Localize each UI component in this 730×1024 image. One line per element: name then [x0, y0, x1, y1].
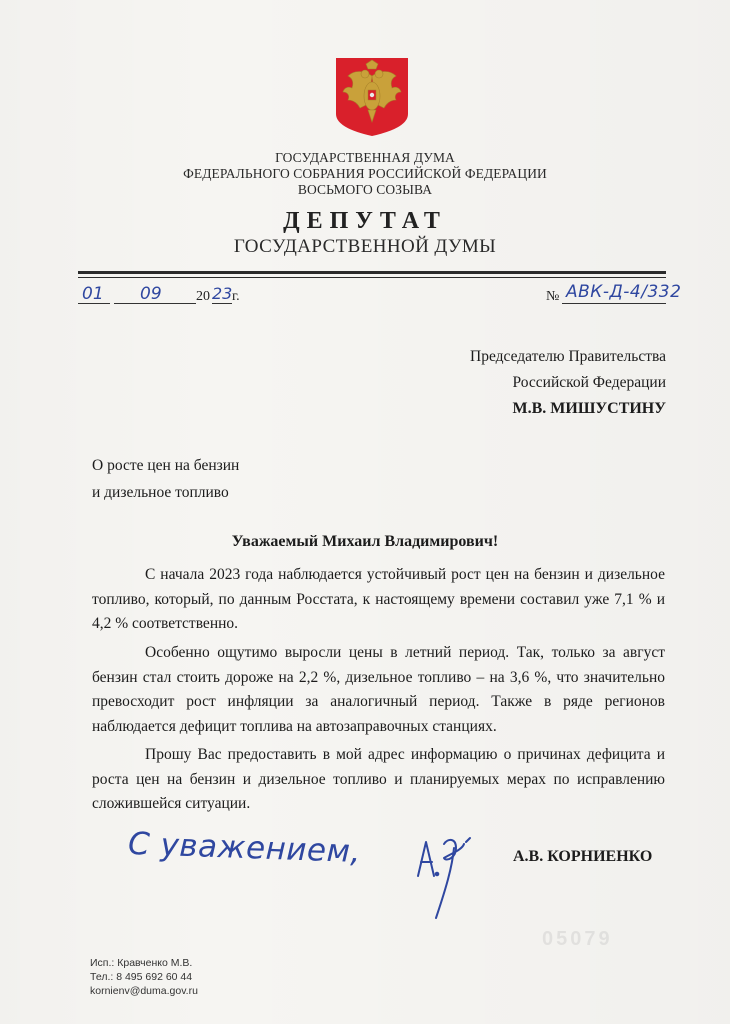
letterhead-subtitle: ГОСУДАРСТВЕННОЙ ДУМЫ	[233, 236, 497, 257]
header-divider-thick	[78, 271, 666, 274]
date-month-line	[114, 303, 196, 304]
doc-number-prefix: №	[546, 289, 560, 304]
addressee-line-2: Российской Федерации	[512, 374, 666, 391]
body-paragraph: Прошу Вас предоставить в мой адрес информацию о причинах дефицита и роста цен на бензин и дизельное топливо и планируемых мерах по исправлению сложившейся ситуации.	[92, 746, 665, 812]
org-line-1: ГОСУДАРСТВЕННАЯ ДУМА	[275, 150, 455, 165]
date-day: 01	[82, 284, 104, 304]
handwritten-signature-icon	[404, 818, 494, 928]
addressee-line-1: Председателю Правительства	[470, 348, 666, 365]
addressee	[470, 344, 666, 422]
org-line-2: ФЕДЕРАЛЬНОГО СОБРАНИЯ РОССИЙСКОЙ ФЕДЕРАЦИИ	[183, 166, 547, 181]
doc-number: АВК-Д-4/332	[566, 282, 682, 302]
subject	[92, 452, 239, 506]
org-line-3: ВОСЬМОГО СОЗЫВА	[297, 182, 433, 197]
body-paragraph: Особенно ощутимо выросли цены в летний период. Так, только за август бензин стал стоить дороже на 2,2 %, дизельное топливо – на 3,6 %, что значительно превосходит рост инфляции за аналогичный период. Также в ряде регионов наблюдается дефицит топлива на автозаправочных станциях.	[92, 644, 665, 735]
date-day-line	[78, 303, 110, 304]
footer-contacts	[90, 956, 198, 998]
date-month: 09	[140, 284, 162, 304]
coat-of-arms-icon	[334, 56, 410, 138]
date-year-line	[212, 303, 232, 304]
greeting: Уважаемый Михаил Владимирович!	[231, 533, 499, 550]
header-divider-thin	[78, 277, 666, 278]
addressee-name: М.В. МИШУСТИНУ	[512, 400, 666, 417]
footer-phone: Тел.: 8 495 692 60 44	[90, 971, 193, 983]
stamp-number: 05079	[542, 928, 613, 950]
letterhead-title: ДЕПУТАТ	[283, 208, 447, 234]
footer-email: kornienv@duma.gov.ru	[90, 985, 198, 997]
body-paragraph: С начала 2023 года наблюдается устойчивый рост цен на бензин и дизельное топливо, который, по данным Росстата, к настоящему времени составил уже 7,1 % и 4,2 % соответственно.	[92, 566, 665, 632]
signer-name: А.В. КОРНИЕНКО	[513, 848, 653, 865]
doc-number-line	[562, 303, 666, 304]
subject-line-1: О росте цен на бензин	[92, 457, 240, 474]
date-year-suffix: 23	[212, 284, 233, 303]
date-year-unit: г.	[232, 289, 240, 304]
date-year-prefix: 20	[196, 289, 210, 304]
subject-line-2: и дизельное топливо	[92, 484, 229, 501]
footer-executor: Исп.: Кравченко М.В.	[90, 957, 193, 969]
closing-handwritten: С уважением,	[127, 825, 362, 871]
